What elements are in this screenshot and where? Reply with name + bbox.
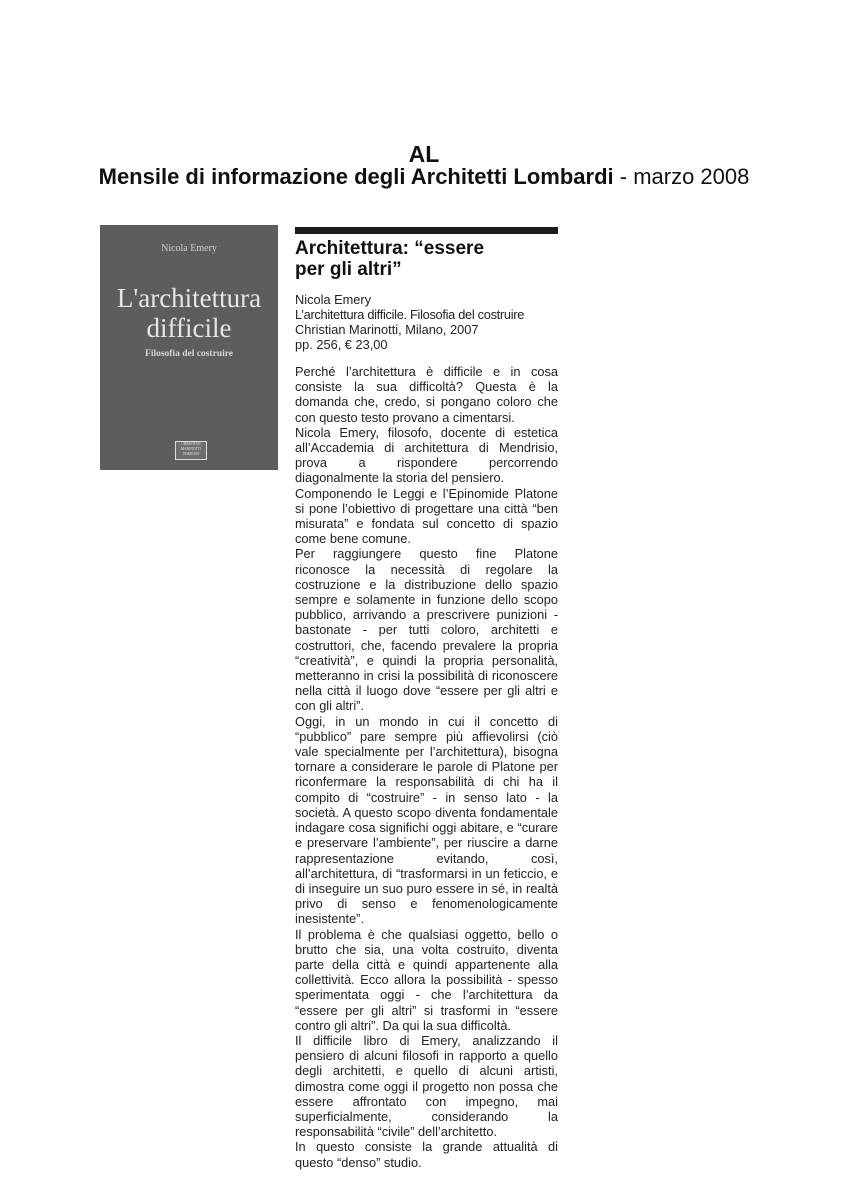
issue-date: - marzo 2008: [613, 164, 750, 189]
masthead-code: AL: [408, 141, 440, 167]
cover-title: [100, 283, 278, 343]
headline-line2: per gli altri”: [295, 259, 402, 280]
paragraph: Oggi, in un mondo in cui il concetto di “pubblico” pare sempre più affievolirsi (ciò vale specialmente per l’architettura), bisogna tornare a considerare le parole di Platone per riconfermare la responsabilità di chi ha il compito di “costruire” - in senso lato - la società. A questo scopo diventa fondamentale indagare cosa significhi oggi abitare, e “curare e preservare l’ambiente”, per riuscire a darne rappresentazione evitando, così, all’architettura, di “trasformarsi in un feticcio, e di inseguire un suo puro essere in sé, in realtà privo di senso e fenomenologicamente inesistente”.: [295, 713, 558, 927]
book-cover-image: [100, 225, 278, 470]
paragraph: Il problema è che qualsiasi oggetto, bello o brutto che sia, una volta costruito, diventa parte della città e quindi appartenente alla collettività. Ecco allora la possibilità - spesso sperimentata oggi - che l’architettura da “essere per gli altri” si trasformi in “essere contro gli altri”. Da qui la sua difficoltà.: [295, 926, 558, 1033]
book-title: L’architettura difficile. Filosofia del costruire: [295, 307, 525, 322]
book-review-article: [295, 227, 558, 1170]
book-details: [295, 292, 558, 352]
paragraph: In questo consiste la grande attualità di questo “denso” studio.: [295, 1139, 558, 1170]
paragraph: Perché l’architettura è difficile e in cosa consiste la sua difficoltà? Questa è la domanda che, credo, si pongano coloro che con questo testo provano a cimentarsi.: [295, 364, 558, 425]
book-publisher: Christian Marinotti, Milano, 2007: [295, 322, 479, 337]
section-rule: [295, 227, 558, 234]
masthead-line: [0, 164, 848, 190]
cover-title-line2: difficile: [146, 313, 232, 343]
publisher-logo: CHRISTIAN MARINOTTI EDIZIONI: [175, 441, 207, 460]
cover-subtitle: Filosofia del costruire: [145, 349, 233, 359]
cover-title-line1: L'architettura: [116, 283, 262, 313]
paragraph: Il difficile libro di Emery, analizzando il pensiero di alcuni filosofi in rapporto a quello degli architetti, e quello di alcuni artisti, dimostra come oggi il progetto non possa che essere affrontato con impegno, mai superficialmente, considerando la responsabilità “civile” dell’architetto.: [295, 1032, 558, 1140]
paragraph: Nicola Emery, filosofo, docente di estetica all’Accademia di architettura di Mendrisio, prova a rispondere percorrendo diagonalmente la storia del pensiero.: [295, 424, 558, 486]
book-author: Nicola Emery: [295, 292, 372, 307]
paragraph: Per raggiungere questo fine Platone riconosce la necessità di regolare la costruzione e la distribuzione dello spazio sempre e solamente in funzione dello scopo pubblico, arrivando a prescrivere punizioni - bastonate - per tutti coloro, architetti e costruttori, che, facendo prevalere la propria “creatività”, e quindi la propria personalità, metteranno in crisi la possibilità di riconoscere nella città il luogo dove “essere per gli altri e con gli altri”.: [295, 546, 558, 714]
article-body: [295, 364, 558, 1170]
paragraph: Componendo le Leggi e l’Epinomide Platone si pone l’obiettivo di progettare una città “ben misurata” e fondata sul concetto di spazio come bene comune.: [295, 485, 558, 547]
book-price: pp. 256, € 23,00: [295, 337, 388, 352]
headline-line1: Architettura: “essere: [295, 238, 485, 259]
cover-author: Nicola Emery: [161, 243, 217, 254]
article-headline: [295, 238, 558, 280]
publication-name: Mensile di informazione degli Architetti Lombardi: [98, 164, 614, 189]
